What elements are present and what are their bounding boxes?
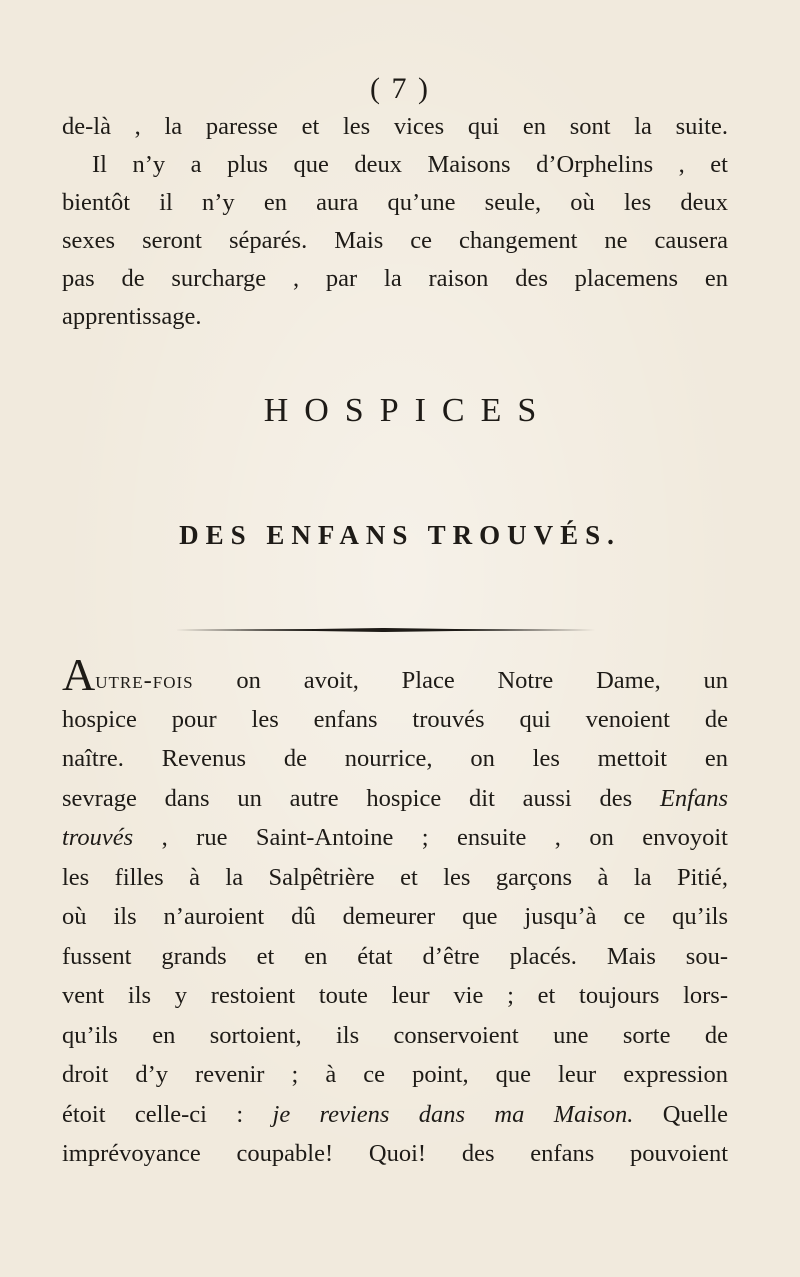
italic-text: je reviens dans ma Maison. [272, 1100, 634, 1128]
text-line: hospice pour les enfans trouvés qui venoient de [62, 705, 728, 733]
text-run: étoit celle-ci : [62, 1100, 273, 1128]
text-line: bientôt il n’y en aura qu’une seule, où les deux [62, 189, 728, 216]
text-line: les filles à la Salpêtrière et les garçons à la Pitié, [62, 863, 728, 891]
text-run: Quelle [633, 1100, 728, 1128]
text-run: , rue Saint-Antoine ; ensuite , on envoyoit [133, 824, 728, 851]
text-line [62, 1095, 728, 1135]
italic-text: Enfans [659, 784, 728, 812]
text-line: fussent grands et en état d’être placés. Mais sou- [62, 942, 728, 970]
page-number: ( 7 ) [370, 72, 430, 105]
text-line [62, 818, 728, 858]
intro-paragraph [62, 108, 728, 336]
text-run: on avoit, Place Notre Dame, un [193, 667, 728, 694]
text-line: imprévoyance coupable! Quoi! des enfans pouvoient [62, 1140, 728, 1167]
body-paragraph [62, 649, 728, 1174]
text-line [62, 649, 728, 700]
text-line: apprentissage. [62, 303, 202, 330]
text-line: pas de surcharge , par la raison des placemens en [62, 265, 728, 292]
text-line: Il n’y a plus que deux Maisons d’Orphelins , et [92, 151, 728, 178]
section-subtitle: DES ENFANS TROUVÉS. [179, 520, 621, 550]
text-line: droit d’y revenir ; à ce point, que leur expression [62, 1061, 728, 1088]
text-line: de-là , la paresse et les vices qui en sont la suite. [62, 113, 728, 140]
text-line: naître. Revenus de nourrice, on les mettoit en [62, 745, 728, 772]
text-line: vent ils y restoient toute leur vie ; et toujours lors- [62, 982, 728, 1009]
ornamental-rule [175, 628, 595, 632]
text-line: sexes seront séparés. Mais ce changement ne causera [62, 227, 728, 254]
drop-cap: A [62, 649, 96, 700]
text-run: sevrage dans un autre hospice dit aussi des [62, 784, 660, 812]
text-line: où ils n’auroient dû demeurer que jusqu’à ce qu’ils [62, 903, 728, 930]
italic-text: trouvés [62, 824, 134, 851]
text-line [62, 779, 728, 819]
section-title: HOSPICES [263, 392, 553, 429]
small-caps-word: utre-fois [95, 667, 194, 694]
text-line: qu’ils en sortoient, ils conservoient une sorte de [62, 1021, 728, 1049]
